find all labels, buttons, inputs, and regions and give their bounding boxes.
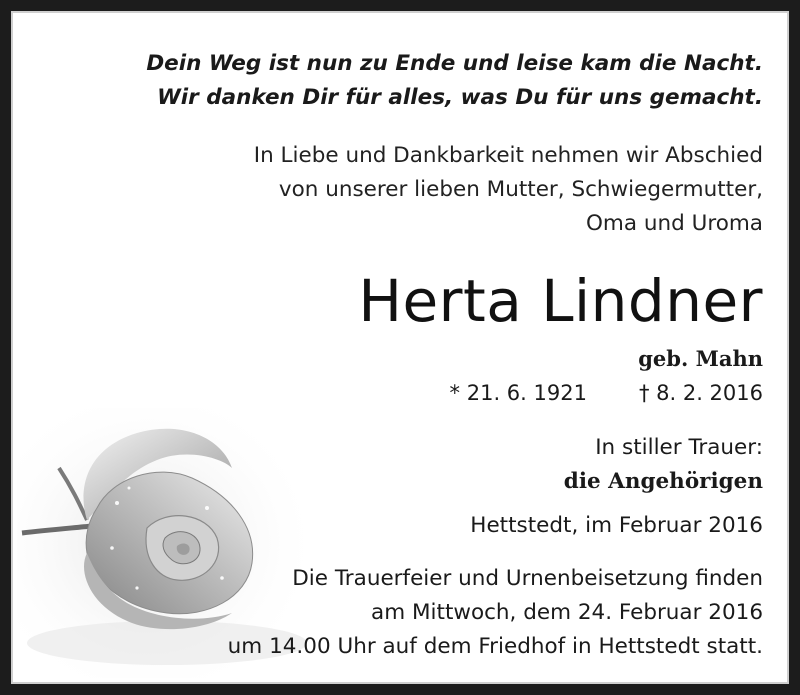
life-dates <box>450 381 763 405</box>
funeral-line: um 14.00 Uhr auf dem Friedhof in Hettstedt statt. <box>227 634 763 659</box>
funeral-info <box>228 562 763 664</box>
place-date: Hettstedt, im Februar 2016 <box>470 513 763 538</box>
intro-line: In Liebe und Dankbarkeit nehmen wir Abschied <box>253 143 763 168</box>
mourners-intro: In stiller Trauer: <box>595 435 763 460</box>
birth-date: * 21. 6. 1921 <box>449 381 587 405</box>
death-date: † 8. 2. 2016 <box>638 381 763 405</box>
birth-name: geb. Mahn <box>638 346 763 371</box>
intro-line: Oma und Uroma <box>586 211 763 236</box>
inner-frame <box>11 11 789 684</box>
funeral-line: Die Trauerfeier und Urnenbeisetzung finden <box>292 566 763 591</box>
mourners <box>564 431 763 499</box>
farewell-intro <box>254 139 763 241</box>
deceased-name: Herta Lindner <box>358 267 763 335</box>
mourners-names: die Angehörigen <box>563 469 763 494</box>
verse <box>146 47 763 115</box>
verse-line: Wir danken Dir für alles, was Du für uns gemacht. <box>157 85 763 110</box>
verse-line: Dein Weg ist nun zu Ende und leise kam die Nacht. <box>146 51 763 76</box>
funeral-line: am Mittwoch, dem 24. Februar 2016 <box>371 600 763 625</box>
intro-line: von unserer lieben Mutter, Schwiegermutter, <box>278 177 763 202</box>
